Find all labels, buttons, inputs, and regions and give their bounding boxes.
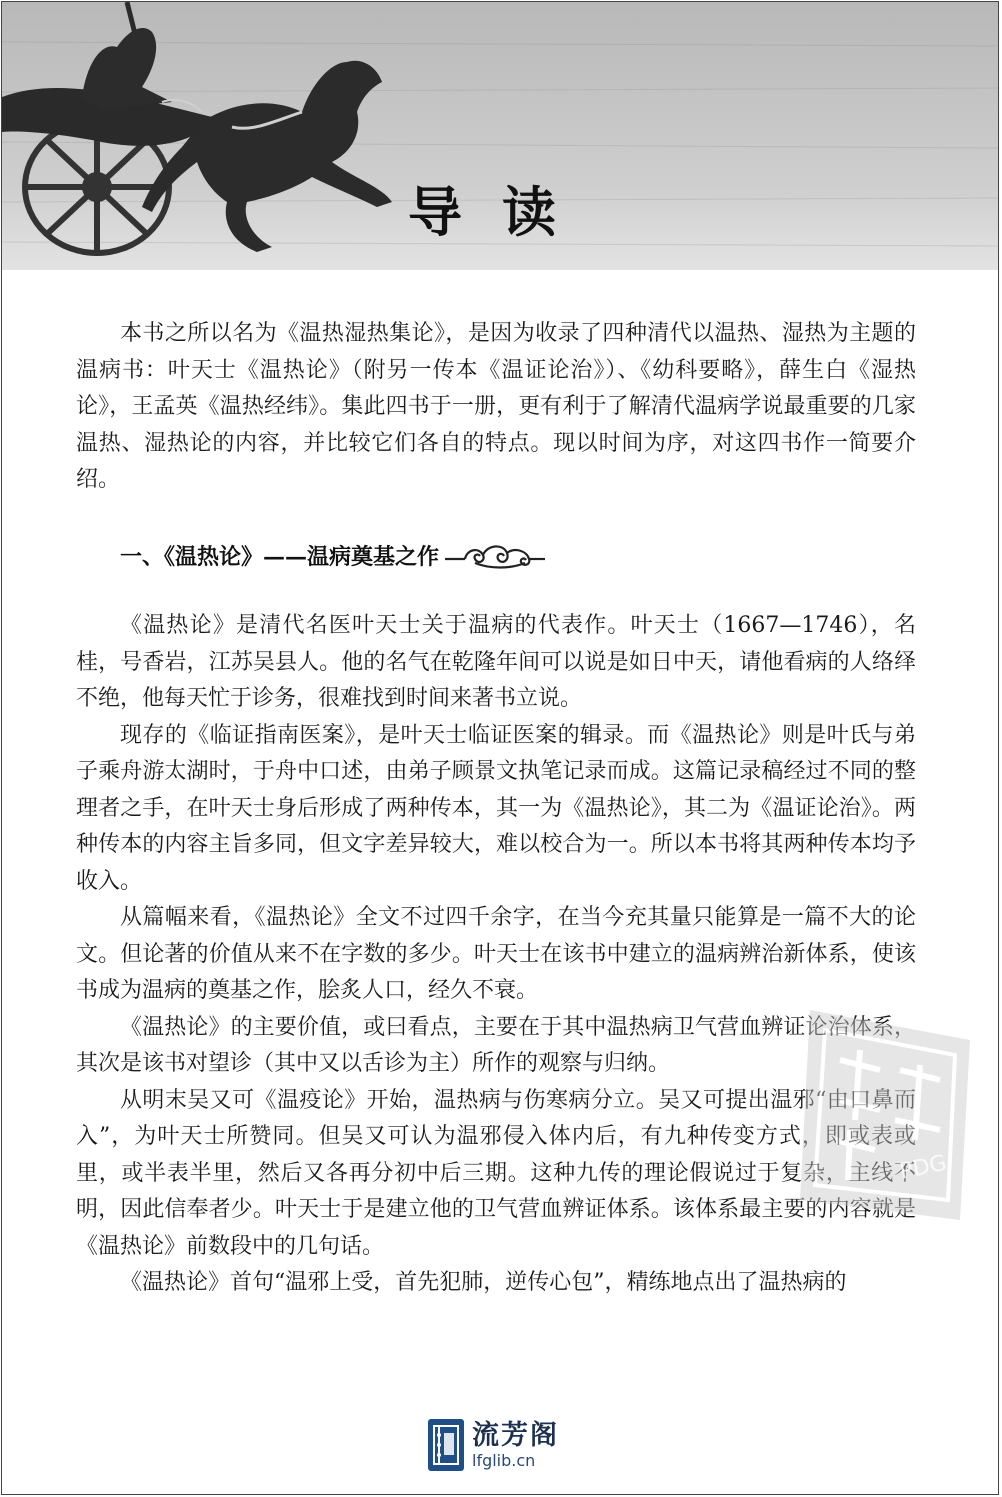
watermark-text: PDG <box>897 1150 949 1185</box>
intro-paragraph: 本书之所以名为《温热湿热集论》，是因为收录了四种清代以温热、湿热为主题的温病书：叶天士《温热论》（附另一传本《温证论治》）、《幼科要略》，薛生白《湿热论》，王孟英《温热经纬》。集此四书于一册，更有利于了解清代温病学说最重要的几家温热、湿热论的内容，并比较它们各自的特点。现以时间为序，对这四书作一简要介绍。 <box>76 321 916 492</box>
section-heading <box>120 540 545 571</box>
section-heading-text: 一、《温热论》——温病奠基之作 <box>120 544 440 570</box>
intro-text <box>76 316 916 499</box>
pdg-watermark <box>780 1000 980 1230</box>
footer-logo[interactable] <box>428 1415 588 1475</box>
section-paragraph: 《温热论》是清代名医叶天士关于温病的代表作。叶天士（1667—1746），名桂，号香岩，江苏吴县人。他的名气在乾隆年间可以说是如日中天，请他看病的人络绎不绝，他每天忙于诊务，很难找到时间来著书立说。 <box>76 613 916 711</box>
section-paragraph: 从篇幅来看，《温热论》全文不过四千余字，在当今充其量只能算是一篇不大的论文。但论著的价值从来不在字数的多少。叶天士在该书中建立的温病辨治新体系，使该书成为温病的奠基之作，脍炙人口，经久不衰。 <box>76 905 916 1003</box>
section-paragraph: 《温热论》的主要价值，或曰看点，主要在于其中温热病卫气营血辨证论治体系，其次是该书对望诊（其中又以舌诊为主）所作的观察与归纳。 <box>76 1014 916 1076</box>
riders <box>82 28 172 110</box>
book-icon <box>428 1419 464 1471</box>
logo-text <box>472 1419 559 1470</box>
section-paragraph: 现存的《临证指南医案》，是叶天士临证医案的辑录。而《温热论》则是叶氏与弟子乘舟游太湖时，于舟中口述，由弟子顾景文执笔记录而成。这篇记录稿经过不同的整理者之手，在叶天士身后形成了两种传本，其一为《温热论》，其二为《温证论治》。两种传本的内容主旨多同，但文字差异较大，难以校合为一。所以本书将其两种传本均予收入。 <box>76 722 916 894</box>
section-paragraph: 从明末吴又可《温疫论》开始，温热病与伤寒病分立。吴又可提出温邪“由口鼻而入”，为叶天士所赞同。但吴又可认为温邪侵入体内后，有九种传变方式，即或表或里，或半表半里，然后又各再分初中后三期。这种九传的理论假说过于复杂，主线不明，因此信奉者少。叶天士于是建立他的卫气营血辨证体系。该体系最主要的内容就是《温热论》前数段中的几句话。 <box>76 1087 916 1259</box>
section-paragraph: 《温热论》首句“温邪上受，首先犯肺，逆传心包”，精练地点出了温热病的 <box>120 1270 847 1295</box>
horse <box>142 61 392 252</box>
chapter-header-banner <box>2 2 998 270</box>
logo-name: 流芳阁 <box>472 1419 559 1451</box>
logo-url: lfglib.cn <box>472 1450 536 1470</box>
chapter-title: 导读 <box>408 180 596 244</box>
cloud-ornament-icon <box>445 541 545 571</box>
